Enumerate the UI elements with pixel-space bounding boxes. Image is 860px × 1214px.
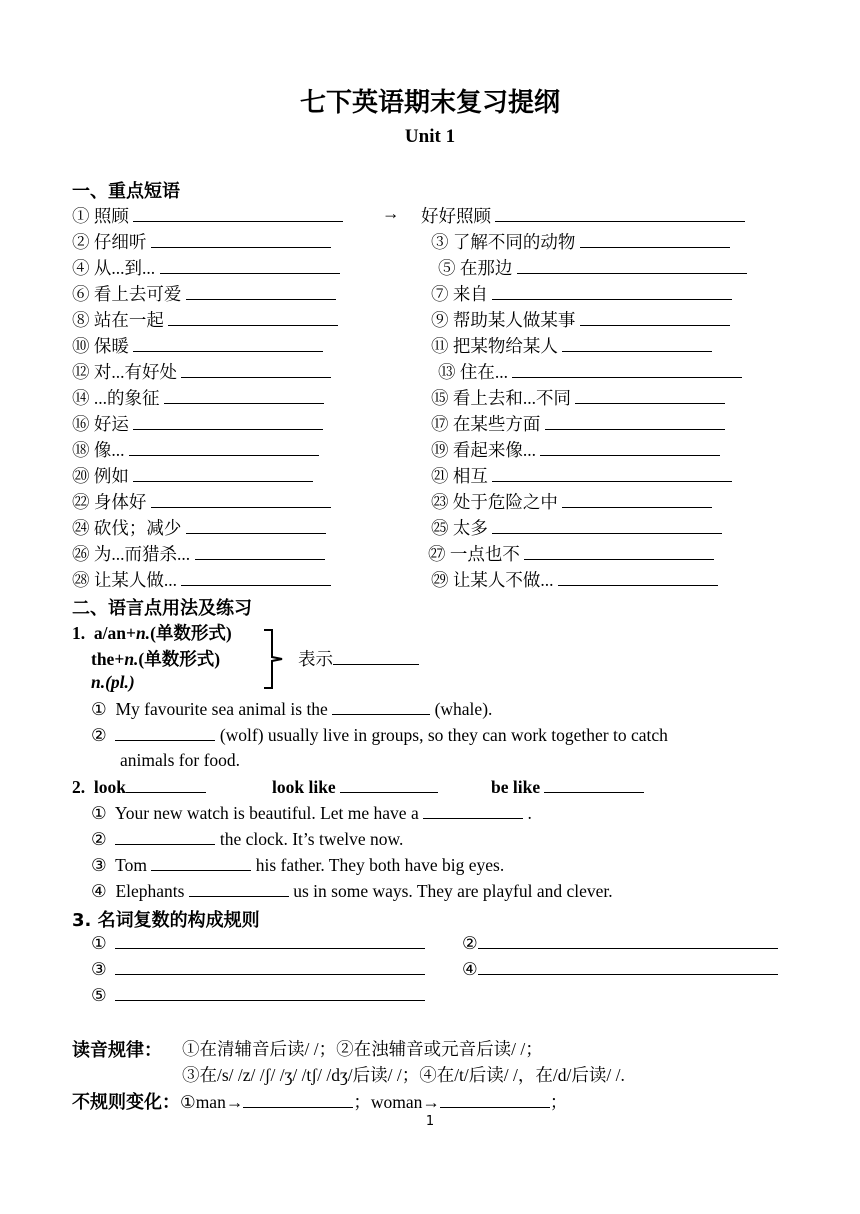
phrase-left-10 bbox=[72, 437, 319, 462]
phrase-right-10 bbox=[431, 437, 720, 462]
answer-blank[interactable] bbox=[478, 958, 778, 975]
pronunciation-line1: ①在清辅音后读/ /；②在浊辅音或元音后读/ /； bbox=[182, 1039, 543, 1059]
phrase-right-1 bbox=[421, 203, 745, 228]
phrase-label: ㉘ 让某人做... bbox=[72, 570, 177, 590]
phrase-right-15 bbox=[431, 567, 718, 592]
answer-blank[interactable] bbox=[133, 413, 323, 430]
page-title: 七下英语期末复习提纲 bbox=[299, 88, 560, 118]
answer-blank[interactable] bbox=[168, 309, 338, 326]
phrase-label: ⑤ 在那边 bbox=[438, 258, 513, 278]
phrase-label: ㉖ 为...而猎杀... bbox=[72, 544, 191, 564]
phrase-left-5 bbox=[72, 307, 338, 332]
section1-heading: 一、重点短语 bbox=[72, 181, 180, 202]
answer-blank[interactable] bbox=[580, 309, 730, 326]
phrase-right-14 bbox=[428, 541, 714, 566]
answer-blank[interactable] bbox=[189, 880, 289, 897]
phrase-left-15 bbox=[72, 567, 331, 592]
section2-heading: 二、语言点用法及练习 bbox=[72, 598, 252, 619]
item1-line3: n.(pl.) bbox=[91, 672, 135, 692]
plural-rule-5: ⑤ bbox=[91, 984, 425, 1006]
phrase-right-2 bbox=[431, 229, 730, 254]
phrase-label: ⑩ 保暖 bbox=[72, 336, 129, 356]
phrase-label: ⑬ 住在... bbox=[438, 362, 508, 382]
phrase-label: ⑭ ...的象征 bbox=[72, 388, 160, 408]
phrase-label: ㉔ 砍伐；减少 bbox=[72, 518, 182, 538]
answer-blank[interactable] bbox=[186, 283, 336, 300]
answer-blank[interactable] bbox=[580, 231, 730, 248]
phrase-left-7 bbox=[72, 359, 331, 384]
answer-blank[interactable] bbox=[340, 776, 438, 793]
phrase-label: ⑳ 例如 bbox=[72, 466, 129, 486]
arrow-icon: → bbox=[382, 203, 400, 223]
phrase-right-5 bbox=[431, 307, 730, 332]
item2-heading: 2. look bbox=[72, 776, 206, 798]
phrase-label: ㉕ 太多 bbox=[431, 518, 488, 538]
answer-blank[interactable] bbox=[545, 413, 725, 430]
phrase-label: ⑲ 看起来像... bbox=[431, 440, 536, 460]
phrase-right-8 bbox=[431, 385, 725, 410]
phrase-left-3 bbox=[72, 255, 340, 280]
phrase-label: ⑨ 帮助某人做某事 bbox=[431, 310, 576, 330]
answer-blank[interactable] bbox=[332, 698, 430, 715]
answer-blank[interactable] bbox=[151, 491, 331, 508]
phrase-left-11 bbox=[72, 463, 313, 488]
irregular-line: 不规则变化：①man→ ；woman→ ； bbox=[72, 1092, 568, 1113]
answer-blank[interactable] bbox=[333, 648, 419, 665]
phrase-right-4 bbox=[431, 281, 732, 306]
phrase-label: ⑪ 把某物给某人 bbox=[431, 336, 558, 356]
phrase-label: 好好照顾 bbox=[421, 206, 491, 226]
phrase-label: ④ 从...到... bbox=[72, 258, 156, 278]
answer-blank[interactable] bbox=[512, 361, 742, 378]
answer-blank[interactable] bbox=[440, 1091, 550, 1108]
item2-ex4: ④ Elephants us in some ways. They are playful and clever. bbox=[91, 881, 613, 901]
answer-blank[interactable] bbox=[115, 724, 215, 741]
answer-blank[interactable] bbox=[181, 361, 331, 378]
answer-blank[interactable] bbox=[495, 205, 745, 222]
answer-blank[interactable] bbox=[492, 465, 732, 482]
answer-blank[interactable] bbox=[160, 257, 340, 274]
phrase-label: ⑫ 对...有好处 bbox=[72, 362, 177, 382]
item2-ex2: ② the clock. It’s twelve now. bbox=[91, 829, 404, 849]
brace-icon bbox=[262, 628, 292, 690]
item1-meaning: 表示 bbox=[298, 646, 419, 671]
answer-blank[interactable] bbox=[181, 569, 331, 586]
answer-blank[interactable] bbox=[524, 543, 714, 560]
plural-rule-2: ② bbox=[462, 932, 778, 954]
item2-be-like: be like bbox=[491, 776, 644, 798]
answer-blank[interactable] bbox=[126, 776, 206, 793]
answer-blank[interactable] bbox=[423, 802, 523, 819]
phrase-right-11 bbox=[431, 463, 732, 488]
answer-blank[interactable] bbox=[575, 387, 725, 404]
answer-blank[interactable] bbox=[195, 543, 325, 560]
phrase-left-8 bbox=[72, 385, 324, 410]
answer-blank[interactable] bbox=[115, 828, 215, 845]
item1-line2: the+n.(单数形式) bbox=[91, 649, 221, 669]
answer-blank[interactable] bbox=[115, 984, 425, 1001]
item1-line1: 1. a/an+n.(单数形式) bbox=[72, 623, 232, 643]
phrase-label: ㉑ 相互 bbox=[431, 466, 488, 486]
phrase-left-13 bbox=[72, 515, 326, 540]
unit-title: Unit 1 bbox=[404, 126, 456, 147]
answer-blank[interactable] bbox=[133, 465, 313, 482]
phrase-label: ㉗ 一点也不 bbox=[428, 544, 520, 564]
phrase-label: ㉓ 处于危险之中 bbox=[431, 492, 558, 512]
phrase-left-4 bbox=[72, 281, 336, 306]
item2-ex3: ③ Tom his father. They both have big eyes. bbox=[91, 855, 505, 875]
phrase-label: ② 仔细听 bbox=[72, 232, 147, 252]
answer-blank[interactable] bbox=[115, 932, 425, 949]
phrase-label: ⑯ 好运 bbox=[72, 414, 129, 434]
phrase-label: ⑱ 像... bbox=[72, 440, 125, 460]
phrase-left-9 bbox=[72, 411, 323, 436]
answer-blank[interactable] bbox=[562, 335, 712, 352]
page-number: 1 bbox=[425, 1114, 435, 1129]
answer-blank[interactable] bbox=[478, 932, 778, 949]
answer-blank[interactable] bbox=[151, 854, 251, 871]
phrase-left-6 bbox=[72, 333, 323, 358]
answer-blank[interactable] bbox=[186, 517, 326, 534]
answer-blank[interactable] bbox=[164, 387, 324, 404]
answer-blank[interactable] bbox=[540, 439, 720, 456]
phrase-label: ⑰ 在某些方面 bbox=[431, 414, 541, 434]
answer-blank[interactable] bbox=[133, 335, 323, 352]
phrase-label: ⑥ 看上去可爱 bbox=[72, 284, 182, 304]
answer-blank[interactable] bbox=[558, 569, 718, 586]
answer-blank[interactable] bbox=[133, 205, 343, 222]
plural-rule-1: ① bbox=[91, 932, 425, 954]
phrase-right-3 bbox=[438, 255, 747, 280]
item3-heading: 3. 名词复数的构成规则 bbox=[72, 910, 260, 931]
item1-ex2: ② (wolf) usually live in groups, so they can work together to catch bbox=[91, 725, 668, 745]
item2-look-like: look like bbox=[272, 776, 438, 798]
answer-blank[interactable] bbox=[562, 491, 712, 508]
plural-rule-3: ③ bbox=[91, 958, 425, 980]
phrase-right-9 bbox=[431, 411, 725, 436]
phrase-right-13 bbox=[431, 515, 722, 540]
plural-rule-4: ④ bbox=[462, 958, 778, 980]
phrase-right-7 bbox=[438, 359, 742, 384]
answer-blank[interactable] bbox=[544, 776, 644, 793]
phrase-label: ㉒ 身体好 bbox=[72, 492, 147, 512]
phrase-right-12 bbox=[431, 489, 712, 514]
phrase-label: ① 照顾 bbox=[72, 206, 129, 226]
phrase-label: ⑧ 站在一起 bbox=[72, 310, 164, 330]
phrase-left-12 bbox=[72, 489, 331, 514]
answer-blank[interactable] bbox=[243, 1091, 353, 1108]
item2-ex1: ① Your new watch is beautiful. Let me have a . bbox=[91, 803, 532, 823]
phrase-left-1 bbox=[72, 203, 343, 228]
answer-blank[interactable] bbox=[492, 517, 722, 534]
phrase-label: ⑮ 看上去和...不同 bbox=[431, 388, 571, 408]
phrase-left-14 bbox=[72, 541, 325, 566]
phrase-right-6 bbox=[431, 333, 712, 358]
phrase-label: ㉙ 让某人不做... bbox=[431, 570, 554, 590]
answer-blank[interactable] bbox=[517, 257, 747, 274]
item1-ex1: ① My favourite sea animal is the (whale). bbox=[91, 699, 493, 719]
item1-ex2-cont: animals for food. bbox=[120, 750, 241, 770]
phrase-left-2 bbox=[72, 229, 331, 254]
answer-blank[interactable] bbox=[129, 439, 319, 456]
answer-blank[interactable] bbox=[151, 231, 331, 248]
answer-blank[interactable] bbox=[115, 958, 425, 975]
pronunciation-line2: ③在/s/ /z/ /ʃ/ /ʒ/ /tʃ/ /dʒ/后读/ /；④在/t/后读/ /，在/d/后读/ /. bbox=[182, 1065, 625, 1085]
phrase-label: ⑦ 来自 bbox=[431, 284, 488, 304]
phrase-label: ③ 了解不同的动物 bbox=[431, 232, 576, 252]
pronunciation-label: 读音规律： bbox=[72, 1040, 162, 1061]
answer-blank[interactable] bbox=[492, 283, 732, 300]
